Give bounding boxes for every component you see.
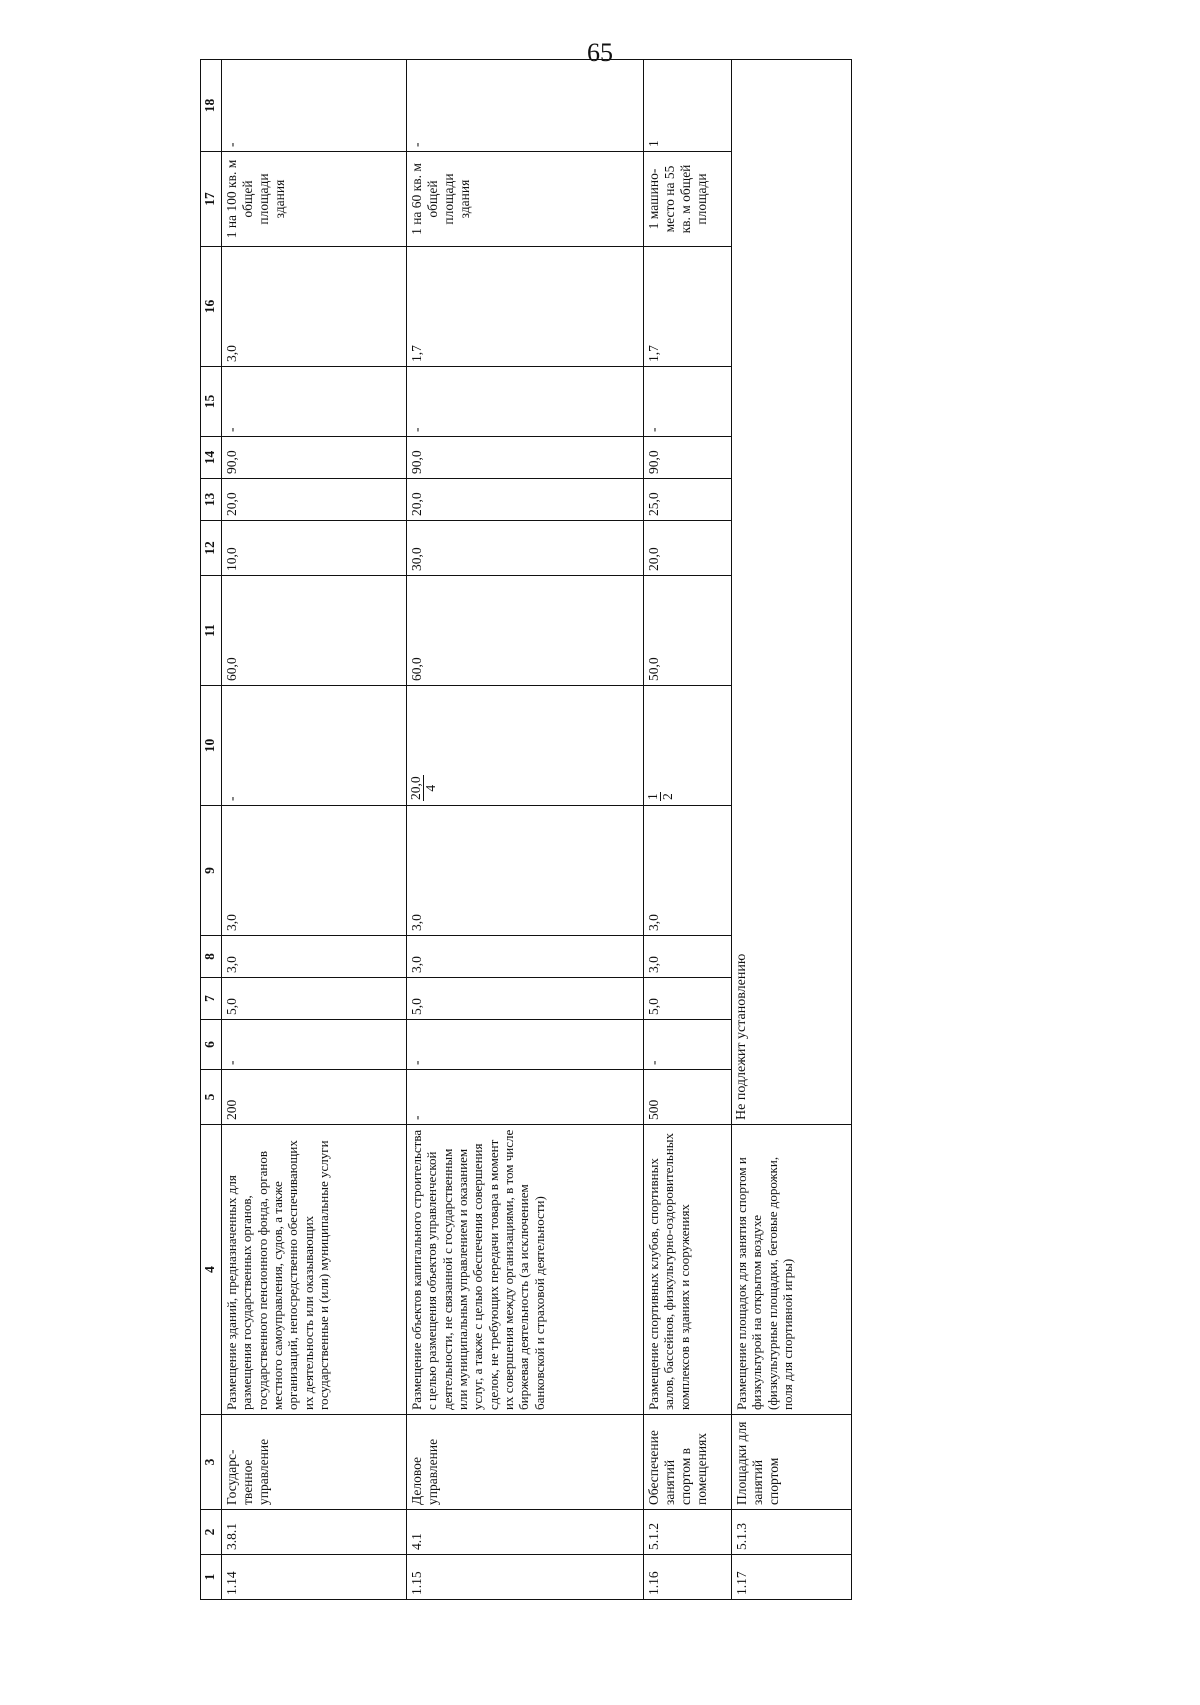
cell-10 bbox=[644, 686, 732, 806]
cell-5: 500 bbox=[644, 1070, 732, 1125]
merged-cell-not-applicable: Не подлежит установлению bbox=[732, 60, 852, 1125]
col-header: 12 bbox=[201, 521, 222, 576]
row-number: 1.14 bbox=[222, 1555, 407, 1600]
cell-5: - bbox=[407, 1070, 644, 1125]
cell-9: 3,0 bbox=[407, 806, 644, 936]
fraction-denominator: 2 bbox=[660, 793, 676, 800]
use-description: Размещение зданий, предназначенных для размещения государственных органов, государственного пенсионного фонда, органов местного самоуправления, судов, а также организаций, непосредственно обеспечивающих их деятельность или оказывающих государственные и (или) муниципальные услуги bbox=[222, 1125, 407, 1415]
cell-13: 20,0 bbox=[222, 479, 407, 521]
fraction-numerator: 20,0 bbox=[408, 776, 423, 800]
col-header: 10 bbox=[201, 686, 222, 806]
cell-14: 90,0 bbox=[222, 437, 407, 479]
col-header: 13 bbox=[201, 479, 222, 521]
table-row bbox=[222, 60, 407, 1600]
page-number: 65 bbox=[587, 38, 613, 67]
fraction bbox=[409, 775, 438, 801]
cell-8: 3,0 bbox=[644, 936, 732, 978]
cell-15: - bbox=[644, 367, 732, 437]
col-header: 4 bbox=[201, 1125, 222, 1415]
cell-17: 1 на 60 кв. м общей площади здания bbox=[407, 152, 644, 247]
cell-18: 1 bbox=[644, 60, 732, 152]
cell-11: 50,0 bbox=[644, 576, 732, 686]
cell-9: 3,0 bbox=[222, 806, 407, 936]
col-header: 16 bbox=[201, 247, 222, 367]
col-header: 18 bbox=[201, 60, 222, 152]
cell-13: 20,0 bbox=[407, 479, 644, 521]
col-header: 5 bbox=[201, 1070, 222, 1125]
col-header: 2 bbox=[201, 1510, 222, 1555]
row-number: 1.17 bbox=[732, 1555, 852, 1600]
col-header: 15 bbox=[201, 367, 222, 437]
cell-17: 1 на 100 кв. м общей площади здания bbox=[222, 152, 407, 247]
col-header: 9 bbox=[201, 806, 222, 936]
cell-11: 60,0 bbox=[222, 576, 407, 686]
cell-14: 90,0 bbox=[644, 437, 732, 479]
regulations-table bbox=[200, 59, 852, 1600]
use-description: Размещение спортивных клубов, спортивных залов, бассейнов, физкультурно-оздоровительных комплексов в зданиях и сооружениях bbox=[644, 1125, 732, 1415]
rotated-table-wrapper bbox=[200, 100, 900, 1600]
col-header: 14 bbox=[201, 437, 222, 479]
use-name: Государс-твенное управление bbox=[222, 1415, 407, 1510]
table-row bbox=[644, 60, 732, 1600]
col-header: 3 bbox=[201, 1415, 222, 1510]
col-header: 11 bbox=[201, 576, 222, 686]
use-code: 5.1.2 bbox=[644, 1510, 732, 1555]
col-header: 6 bbox=[201, 1020, 222, 1070]
use-code: 4.1 bbox=[407, 1510, 644, 1555]
cell-5: 200 bbox=[222, 1070, 407, 1125]
cell-8: 3,0 bbox=[222, 936, 407, 978]
cell-6: - bbox=[222, 1020, 407, 1070]
column-number-row bbox=[201, 60, 222, 1600]
fraction-denominator: 4 bbox=[423, 784, 439, 792]
cell-10: - bbox=[222, 686, 407, 806]
table-row bbox=[732, 60, 852, 1600]
row-number: 1.16 bbox=[644, 1555, 732, 1600]
cell-12: 30,0 bbox=[407, 521, 644, 576]
col-header: 1 bbox=[201, 1555, 222, 1600]
cell-18: - bbox=[407, 60, 644, 152]
col-header: 7 bbox=[201, 978, 222, 1020]
cell-7: 5,0 bbox=[644, 978, 732, 1020]
use-name: Обеспечение занятий спортом в помещениях bbox=[644, 1415, 732, 1510]
cell-11: 60,0 bbox=[407, 576, 644, 686]
cell-16: 1,7 bbox=[407, 247, 644, 367]
use-description: Размещение площадок для занятия спортом и физкультурой на открытом воздухе (физкультурные площадки, беговые дорожки, поля для спортивной игры) bbox=[732, 1125, 852, 1415]
cell-10 bbox=[407, 686, 644, 806]
cell-7: 5,0 bbox=[222, 978, 407, 1020]
use-code: 3.8.1 bbox=[222, 1510, 407, 1555]
fraction-numerator: 1 bbox=[645, 793, 660, 800]
cell-12: 20,0 bbox=[644, 521, 732, 576]
use-name: Деловое управление bbox=[407, 1415, 644, 1510]
cell-12: 10,0 bbox=[222, 521, 407, 576]
col-header: 17 bbox=[201, 152, 222, 247]
cell-15: - bbox=[222, 367, 407, 437]
col-header: 8 bbox=[201, 936, 222, 978]
cell-6: - bbox=[644, 1020, 732, 1070]
cell-9: 3,0 bbox=[644, 806, 732, 936]
table-row bbox=[407, 60, 644, 1600]
cell-16: 1,7 bbox=[644, 247, 732, 367]
cell-7: 5,0 bbox=[407, 978, 644, 1020]
cell-15: - bbox=[407, 367, 644, 437]
use-name: Площадки для занятий спортом bbox=[732, 1415, 852, 1510]
cell-8: 3,0 bbox=[407, 936, 644, 978]
cell-17: 1 машино-место на 55 кв. м общей площади bbox=[644, 152, 732, 247]
use-description: Размещение объектов капитального строительства с целью размещения объектов управленческой деятельности, не связанной с государственным или муниципальным управлением и оказанием услуг, а также с целью обеспечения совершения сделок, не требующих передачи товара в момент их совершения между организациями, в том числе биржевая деятельность (за исключением банковской и страховой деятельности) bbox=[407, 1125, 644, 1415]
cell-13: 25,0 bbox=[644, 479, 732, 521]
cell-6: - bbox=[407, 1020, 644, 1070]
fraction bbox=[646, 792, 675, 801]
cell-18: - bbox=[222, 60, 407, 152]
use-code: 5.1.3 bbox=[732, 1510, 852, 1555]
cell-14: 90,0 bbox=[407, 437, 644, 479]
cell-16: 3,0 bbox=[222, 247, 407, 367]
row-number: 1.15 bbox=[407, 1555, 644, 1600]
